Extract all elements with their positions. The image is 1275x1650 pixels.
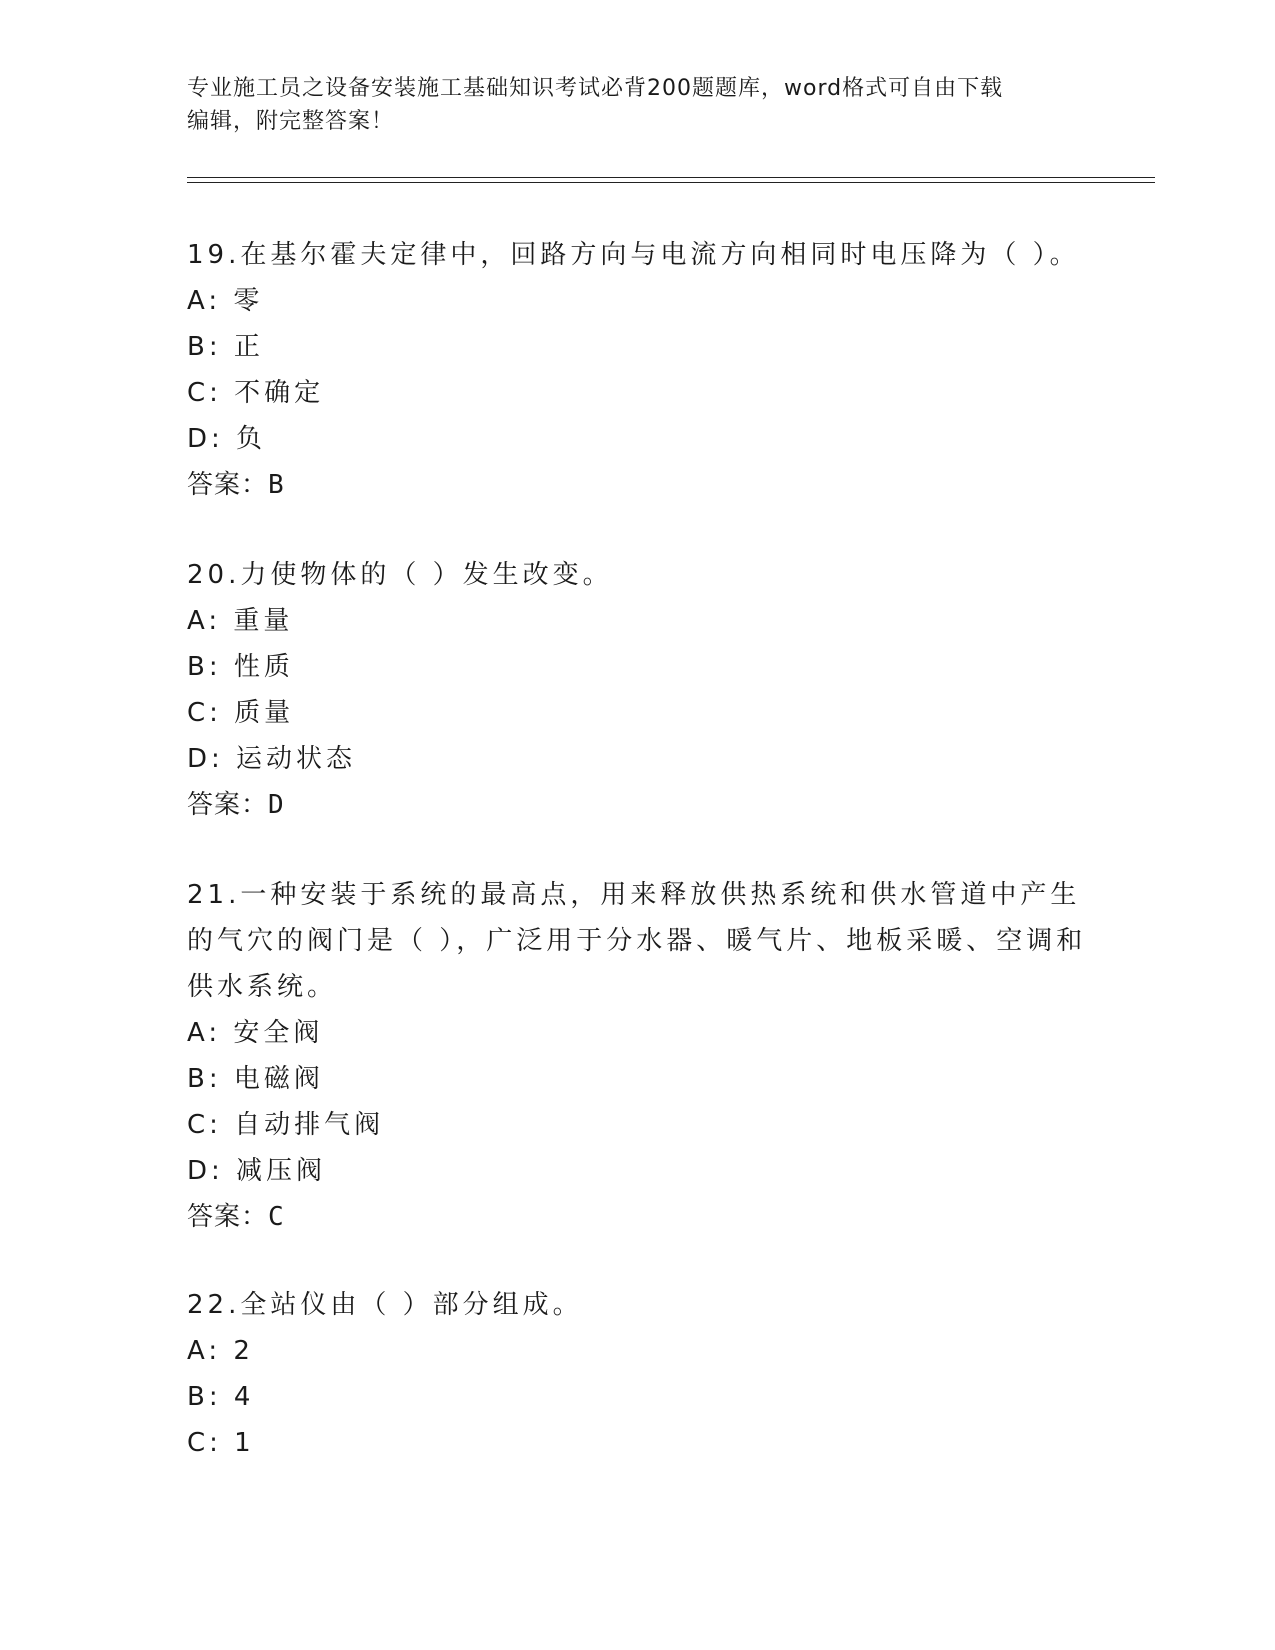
option-c: C: 质量 — [187, 698, 295, 728]
option-a: A: 2 — [187, 1336, 254, 1366]
header-divider-bottom — [187, 182, 1155, 183]
header-divider-top — [187, 177, 1155, 178]
option-c: C: 1 — [187, 1428, 255, 1458]
question-stem: 19.在基尔霍夫定律中，回路方向与电流方向相同时电压降为（ ）。 — [187, 240, 1080, 270]
option-b: B: 正 — [187, 332, 264, 362]
question-stem: 20.力使物体的（ ）发生改变。 — [187, 560, 613, 590]
option-b: B: 性质 — [187, 652, 294, 682]
option-c: C: 自动排气阀 — [187, 1110, 385, 1140]
question-stem: 22.全站仪由（ ）部分组成。 — [187, 1290, 583, 1320]
answer-value: C — [268, 1202, 285, 1232]
document-header — [187, 72, 1067, 138]
question-stem: 21.一种安装于系统的最高点，用来释放供热系统和供水管道中产生的气穴的阀门是（ ），广泛用于分水器、暖气片、地板采暖、空调和供水系统。 — [187, 880, 1087, 1002]
answer-label: 答案： — [187, 1202, 269, 1232]
question-block — [187, 1282, 1087, 1466]
answer-value: B — [268, 470, 285, 500]
option-a: A: 重量 — [187, 606, 294, 636]
answer-value: D — [268, 790, 285, 820]
option-b: B: 4 — [187, 1382, 255, 1412]
option-c: C: 不确定 — [187, 378, 325, 408]
option-d: D: 负 — [187, 424, 267, 454]
option-a: A: 零 — [187, 286, 264, 316]
answer-label: 答案： — [187, 470, 269, 500]
option-a: A: 安全阀 — [187, 1018, 324, 1048]
answer-line — [187, 462, 1087, 508]
answer-line — [187, 782, 1087, 828]
question-block — [187, 232, 1087, 508]
answer-line — [187, 1194, 1087, 1240]
option-d: D: 运动状态 — [187, 744, 357, 774]
question-block — [187, 872, 1087, 1240]
option-b: B: 电磁阀 — [187, 1064, 324, 1094]
question-block — [187, 552, 1087, 828]
option-d: D: 减压阀 — [187, 1156, 327, 1186]
header-line-1: 专业施工员之设备安装施工基础知识考试必背200题题库，word格式可自由下载 — [187, 76, 1004, 101]
header-line-2: 编辑，附完整答案！ — [187, 109, 395, 134]
answer-label: 答案： — [187, 790, 269, 820]
